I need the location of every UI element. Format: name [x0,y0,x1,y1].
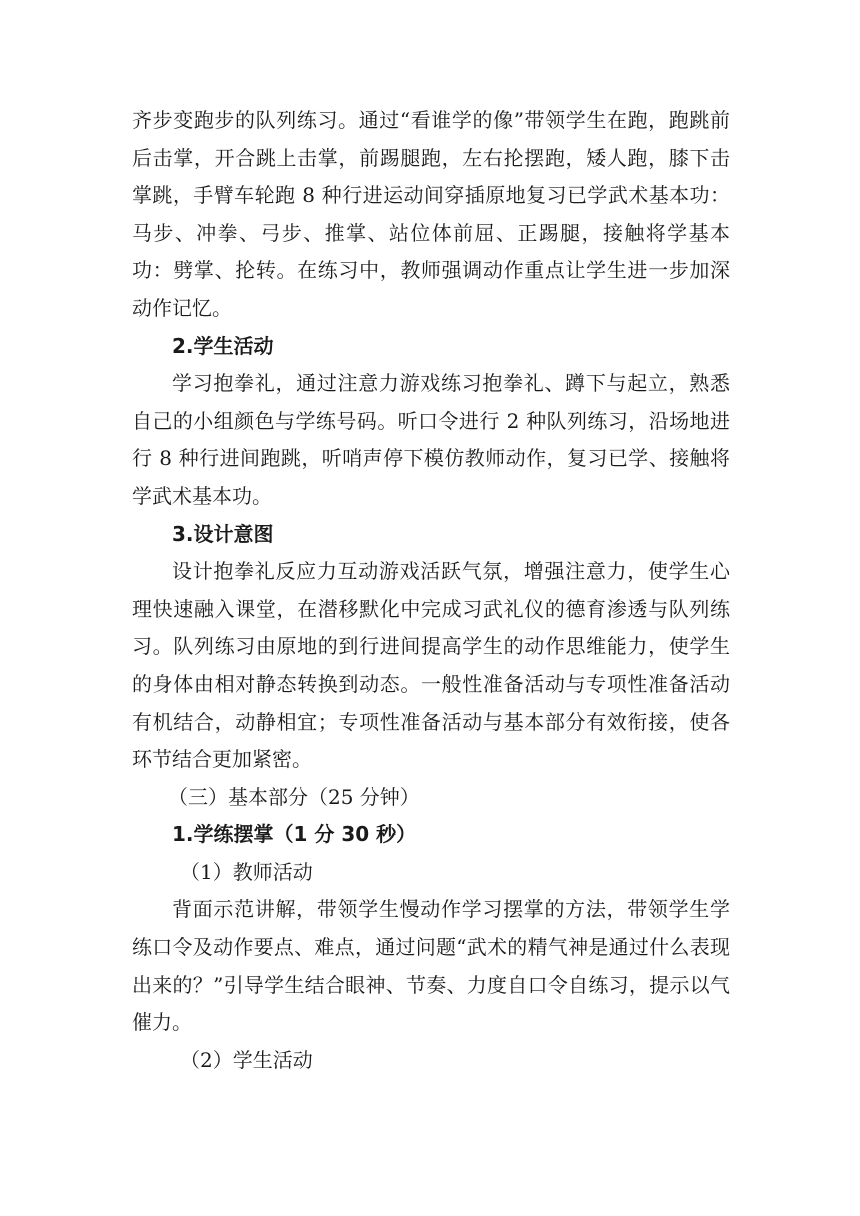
document-body [132,102,730,1079]
heading-palm-swing-practice: 1.学练摆掌（1 分 30 秒） [172,822,417,847]
paragraph-teacher-activity: 背面示范讲解，带领学生慢动作学习摆掌的方法，带领学生学练口令及动作要点、难点，通过问题“武术的精气神是通过什么表现出来的？”引导学生结合眼神、节奏、力度自口令自练习，提示以气催力。 [132,897,730,1035]
heading-student-activity: 2.学生活动 [172,333,274,358]
paragraph-warmup-continued: 齐步变跑步的队列练习。通过“看谁学的像”带领学生在跑，跑跳前后击掌，开合跳上击掌，前踢腿跑，左右抡摆跑，矮人跑，膝下击掌跳，手臂车轮跑 8 种行进运动间穿插原地复习已学武术基本功：马步、冲拳、弓步、推掌、站位体前屈、正踢腿，接触将学基本功：劈掌、抡转。在练习中，教师强调动作重点让学生进一步加深动作记忆。 [132,108,730,320]
paragraph-design-intent: 设计抱拳礼反应力互动游戏活跃气氛，增强注意力，使学生心理快速融入课堂，在潜移默化中完成习武礼仪的德育渗透与队列练习。队列练习由原地的到行进间提高学生的动作思维能力，使学生的身体由相对静态转换到动态。一般性准备活动与专项性准备活动有机结合，动静相宜；专项性准备活动与基本部分有效衔接，使各环节结合更加紧密。 [132,559,730,772]
section-basic-part: （三）基本部分（25 分钟） [168,784,420,809]
subheading-teacher-activity: （1）教师活动 [180,859,313,884]
heading-design-intent: 3.设计意图 [172,521,274,546]
paragraph-student-activity: 学习抱拳礼，通过注意力游戏练习抱拳礼、蹲下与起立，熟悉自己的小组颜色与学练号码。听口令进行 2 种队列练习，沿场地进行 8 种行进间跑跳，听哨声停下模仿教师动作，复习已学、接触将学武术基本功。 [132,371,730,508]
subheading-student-activity: （2）学生活动 [180,1047,313,1072]
